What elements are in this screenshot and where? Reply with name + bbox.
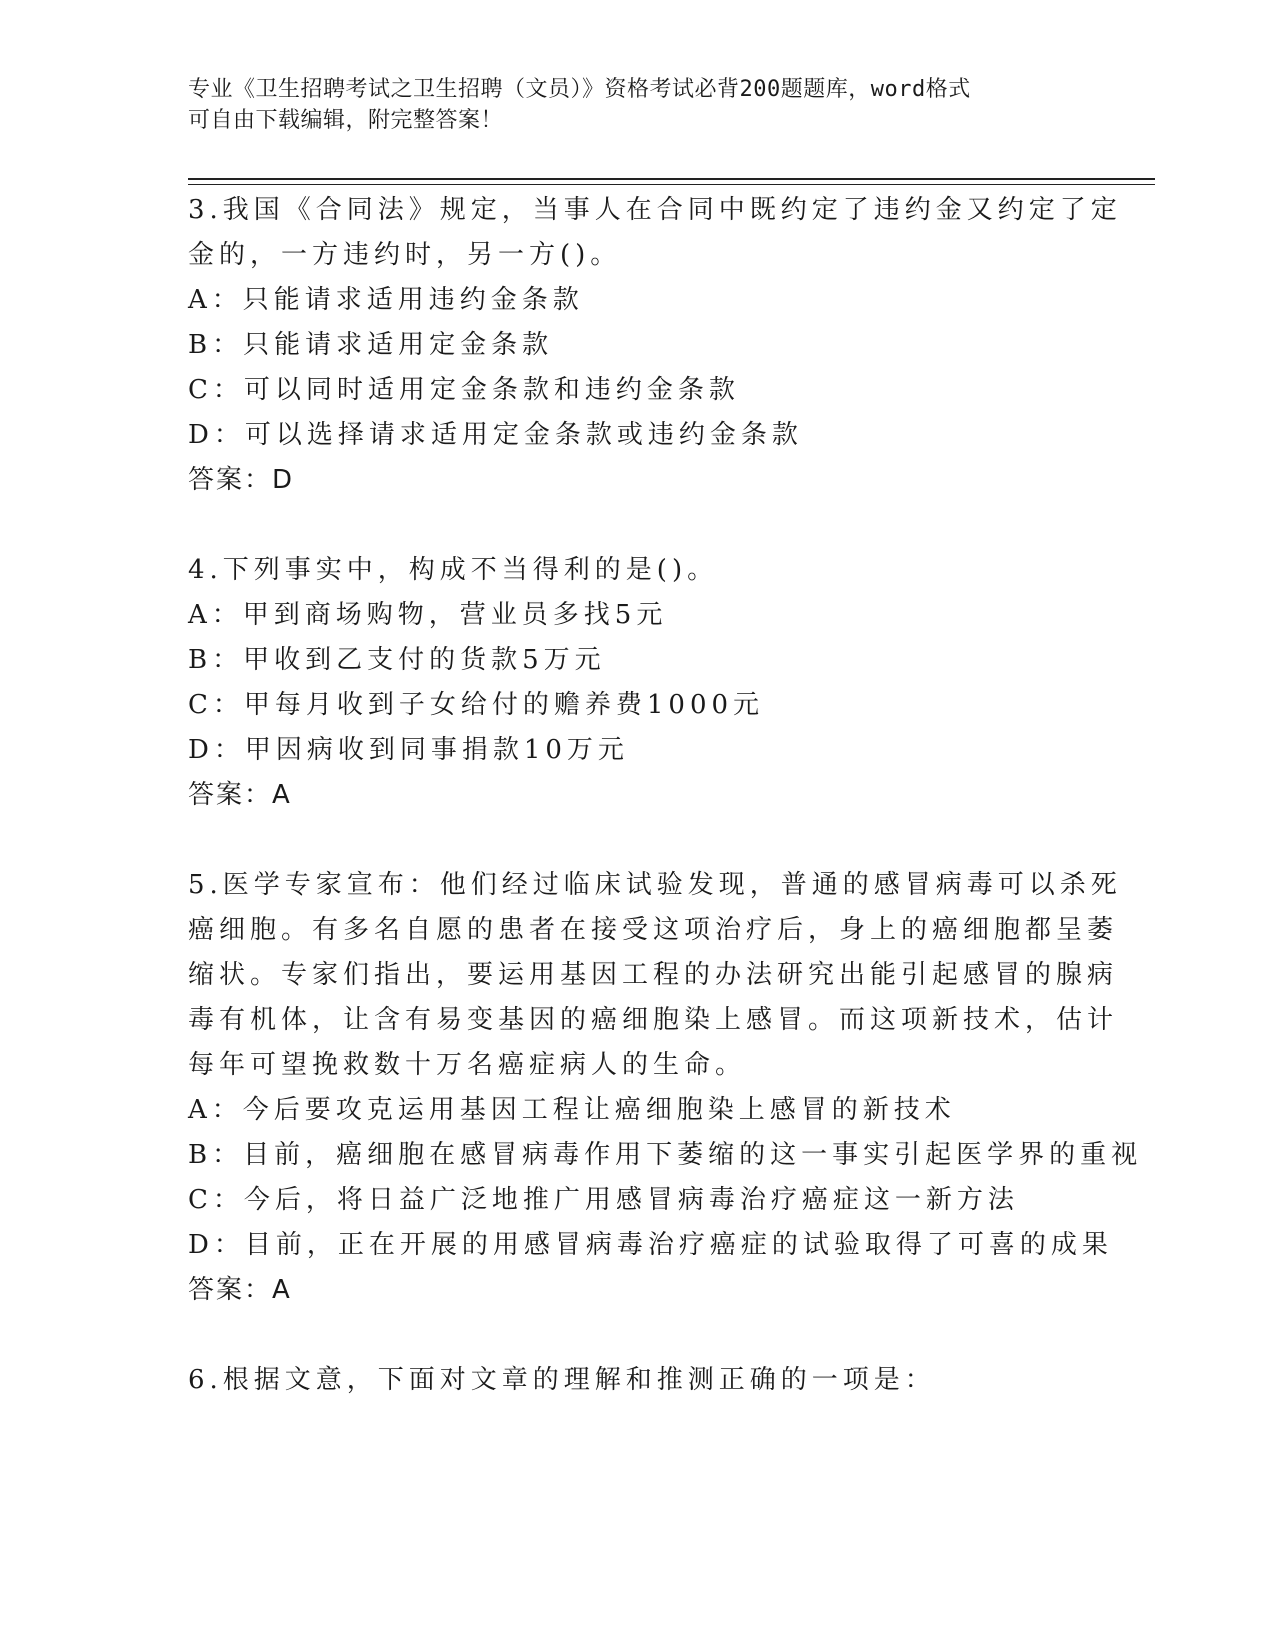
answer-label: 答案：A: [188, 1275, 292, 1305]
option-a: A：今后要攻克运用基因工程让癌细胞染上感冒的新技术: [188, 1095, 956, 1125]
question-stem-line: 癌细胞。有多名自愿的患者在接受这项治疗后，身上的癌细胞都呈萎: [188, 915, 1119, 945]
question-3: [188, 188, 1122, 503]
question-stem-line: 6.根据文意，下面对文章的理解和推测正确的一项是：: [188, 1365, 936, 1395]
question-stem-line: 缩状。专家们指出，要运用基因工程的办法研究出能引起感冒的腺病: [188, 960, 1119, 990]
option-d: D：甲因病收到同事捐款10万元: [188, 735, 629, 765]
header-line-2: 可自由下载编辑，附完整答案！: [188, 108, 504, 133]
header-line-1: 专业《卫生招聘考试之卫生招聘（文员）》资格考试必背200题题库，word格式: [188, 77, 971, 102]
question-list: [188, 188, 1143, 1403]
spacer: [188, 503, 1088, 548]
option-d: D：目前，正在开展的用感冒病毒治疗癌症的试验取得了可喜的成果: [188, 1230, 1113, 1260]
answer-label: 答案：D: [188, 465, 295, 495]
header-divider-thick: [188, 178, 1155, 180]
option-a: A：只能请求适用违约金条款: [188, 285, 584, 315]
option-b: B：只能请求适用定金条款: [188, 330, 554, 360]
question-stem-line: 5.医学专家宣布：他们经过临床试验发现，普通的感冒病毒可以杀死: [188, 870, 1122, 900]
option-c: C：今后，将日益广泛地推广用感冒病毒治疗癌症这一新方法: [188, 1185, 1019, 1215]
question-5: [188, 863, 1143, 1313]
question-stem-line: 每年可望挽救数十万名癌症病人的生命。: [188, 1050, 747, 1080]
answer-label: 答案：A: [188, 780, 292, 810]
option-a: A：甲到商场购物，营业员多找5元: [188, 600, 668, 630]
question-4: [188, 548, 1088, 818]
question-stem-line: 3.我国《合同法》规定，当事人在合同中既约定了违约金又约定了定: [188, 195, 1122, 225]
question-stem-line: 毒有机体，让含有易变基因的癌细胞染上感冒。而这项新技术，估计: [188, 1005, 1119, 1035]
option-c: C：甲每月收到子女给付的赡养费1000元: [188, 690, 765, 720]
spacer: [188, 818, 1088, 863]
header-divider-thin: [188, 184, 1155, 185]
document-header: [188, 74, 1088, 136]
question-stem-line: 金的，一方违约时，另一方()。: [188, 240, 622, 270]
option-b: B：甲收到乙支付的货款5万元: [188, 645, 606, 675]
question-6: [188, 1358, 1088, 1403]
question-stem-line: 4.下列事实中，构成不当得利的是()。: [188, 555, 719, 585]
option-c: C：可以同时适用定金条款和违约金条款: [188, 375, 740, 405]
option-b: B：目前，癌细胞在感冒病毒作用下萎缩的这一事实引起医学界的重视: [188, 1140, 1143, 1170]
spacer: [188, 1313, 1088, 1358]
option-d: D：可以选择请求适用定金条款或违约金条款: [188, 420, 803, 450]
